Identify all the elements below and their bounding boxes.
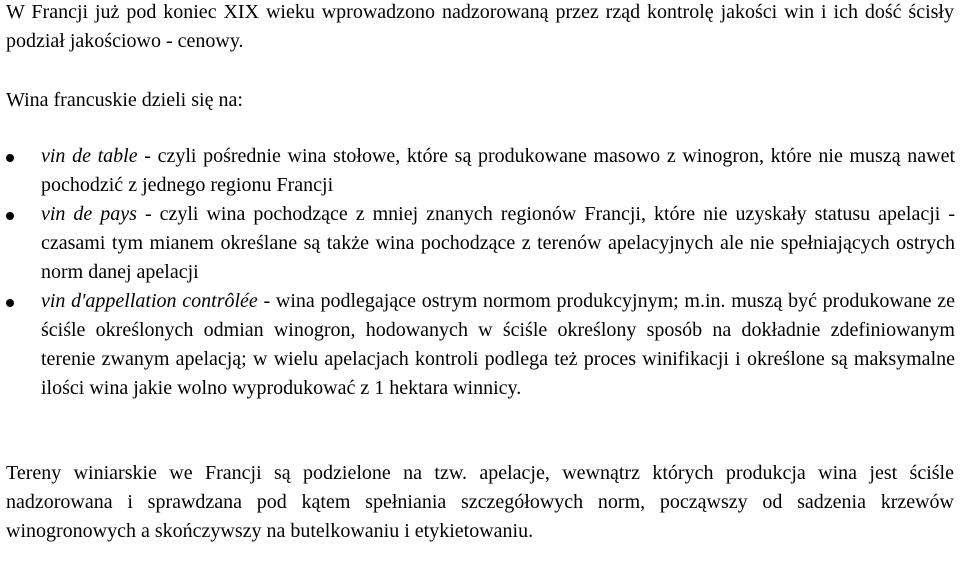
wine-term: vin de pays: [41, 203, 137, 225]
closing-paragraph: Tereny winiarskie we Francji są podzielone na tzw. apelacje, wewnątrz których produkcja wina jest ściśle nadzorowana i sprawdzana pod kątem spełniania szczegółowych norm, począwszy od sadzenia krzewów winogronowych a skończywszy na butelkowaniu i etykietowaniu.: [6, 462, 954, 542]
lead-paragraph: Wina francuskie dzieli się na:: [6, 89, 243, 111]
list-item: [0, 142, 955, 200]
wine-description: - czyli wina pochodzące z mniej znanych regionów Francji, które nie uzyskały statusu apelacji - czasami tym mianem określane są także wina pochodzące z terenów apelacyjnych ale nie spełniających ostrych norm danej apelacji: [41, 203, 955, 283]
bullet-icon: [6, 299, 14, 307]
list-item: [0, 287, 955, 403]
wine-term: vin d'appellation contrôlée: [41, 290, 258, 312]
list-item: [0, 200, 955, 287]
wine-term: vin de table: [41, 145, 138, 167]
bullet-icon: [6, 154, 14, 162]
wine-description: - wina podlegające ostrym normom produkcyjnym; m.in. muszą być produkowane ze ściśle określonych odmian winogron, hodowanych w ściśle określony sposób na dokładnie zdefiniowanym terenie zwanym apelacją; w wielu apelacjach kontroli podlega też proces winifikacji i określone są maksymalne ilości wina jakie wolno wyprodukować z 1 hektara winnicy.: [41, 290, 955, 399]
bullet-icon: [6, 212, 14, 220]
wine-description: - czyli pośrednie wina stołowe, które są produkowane masowo z winogron, które nie muszą nawet pochodzić z jednego regionu Francji: [41, 145, 955, 196]
wine-category-list: [0, 142, 960, 403]
intro-paragraph: W Francji już pod koniec XIX wieku wprowadzono nadzorowaną przez rząd kontrolę jakości win i ich dość ścisły podział jakościowo - cenowy.: [6, 1, 954, 52]
